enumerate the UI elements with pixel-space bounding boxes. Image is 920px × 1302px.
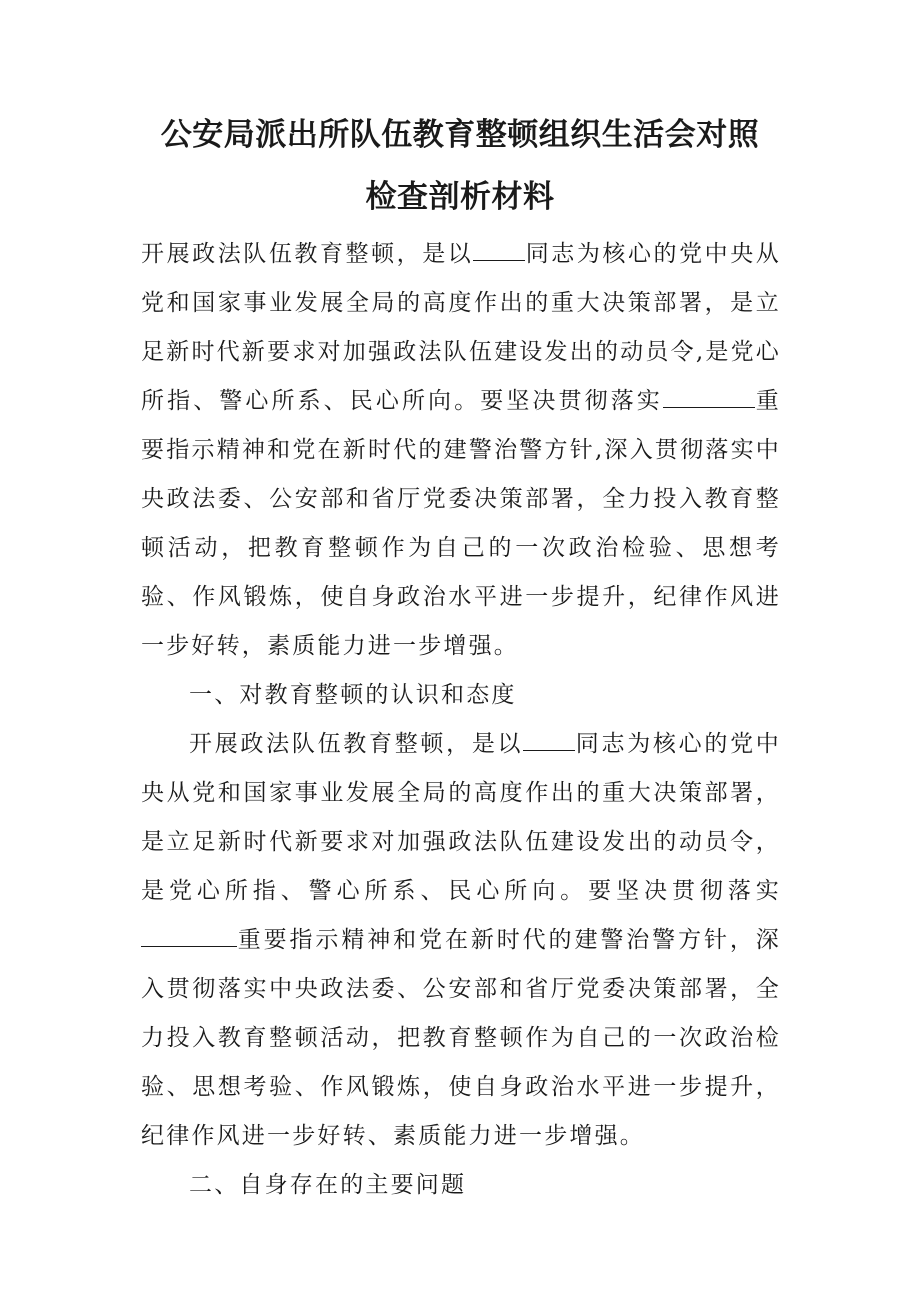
name-blank (523, 732, 575, 751)
intro-text-3: 重要指示精神和党在新时代的建警治警方针,深入贯彻落实中央政法委、公安部和省厅党委决策部署，全力投入教育整顿活动，把教育整顿作为自己的一次政治检验、思想考验、作风锻炼，使自身政治水平进一步提升，纪律作风进一步好转，素质能力进一步增强。 (141, 388, 782, 659)
section1-text-3: 重要指示精神和党在新时代的建警治警方针，深入贯彻落实中央政法委、公安部和省厅党委决策部署，全力投入教育整顿活动，把教育整顿作为自己的一次政治检验、思想考验、作风锻炼，使自身政治水平进一步提升，纪律作风进一步好转、素质能力进一步增强。 (141, 927, 781, 1149)
section1-text-1: 开展政法队伍教育整顿，是以 (189, 731, 524, 757)
title-line-1: 公安局派出所队伍教育整顿组织生活会对照 (160, 117, 760, 153)
instruction-blank (141, 928, 237, 947)
section-1-paragraph (141, 720, 781, 1161)
title-line-2: 检查剖析材料 (365, 179, 555, 215)
document-title (120, 104, 800, 228)
intro-text-2: 同志为核心的党中央从党和国家事业发展全局的高度作出的重大决策部署，是立足新时代新要求对加强政法队伍建设发出的动员令,是党心所指、警心所系、民心所向。要坚决贯彻落实 (141, 241, 781, 414)
intro-paragraph (141, 230, 781, 671)
instruction-blank (663, 389, 755, 408)
intro-text-1: 开展政法队伍教育整顿，是以 (141, 241, 474, 267)
document-body (141, 230, 781, 1210)
section-heading-1: 一、对教育整顿的认识和态度 (189, 682, 517, 708)
section1-text-2: 同志为核心的党中央从党和国家事业发展全局的高度作出的重大决策部署，是立足新时代新要求对加强政法队伍建设发出的动员令，是党心所指、警心所系、民心所向。要坚决贯彻落实 (141, 731, 781, 904)
section-heading-2: 二、自身存在的主要问题 (189, 1172, 467, 1198)
name-blank (473, 242, 525, 261)
